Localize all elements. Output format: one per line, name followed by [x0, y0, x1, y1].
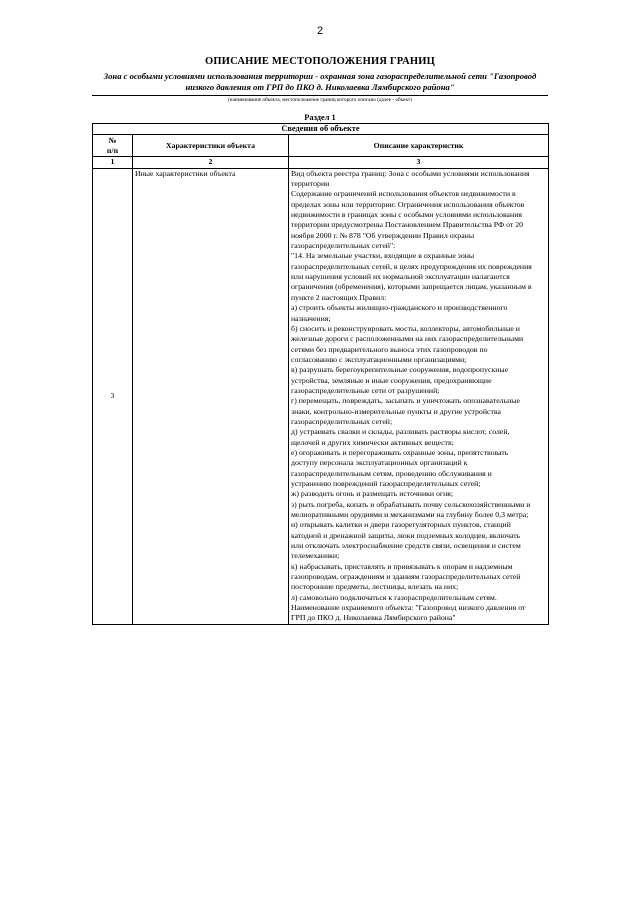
- description-line: недвижимости в границах зоны с особыми условиями использования: [291, 210, 522, 220]
- description-line: устройства, земляные и иные сооружения, предохраняющие: [291, 375, 492, 385]
- description-line: и) открывать калитки и двери газорегуляторных пунктов, станций: [291, 520, 511, 530]
- document-subtitle: [92, 71, 548, 93]
- description-line: знаки, контрольно-измерительные пункты и другие устройства: [291, 406, 501, 416]
- description-line: г) перемещать, повреждать, засыпать и уничтожать опознавательные: [291, 396, 520, 406]
- description-line: железные дороги с расположенными на них газораспределительными: [291, 334, 524, 344]
- description-line: устранению повреждений газораспределительных сетей;: [291, 479, 481, 488]
- description-line: газораспределительных сетей":: [291, 241, 396, 251]
- description-line: газораспределительных сетей;: [291, 416, 393, 426]
- description-line: з) рыть погреба, копать и обрабатывать почву сельскохозяйственными и: [291, 499, 531, 509]
- table-row: [93, 168, 549, 624]
- subtitle-line-1: Зона с особыми условиями использования территории - охранная зона газораспределительной сети "Газопровод: [103, 71, 537, 81]
- description-line: или отключать электроснабжение средств связи, освещения и систем: [291, 541, 521, 551]
- description-line: газораспределительных сетей, в целях предупреждения их повреждения: [291, 261, 532, 271]
- description-line: л) самовольно подключаться к газораспределительным сетям.: [291, 592, 497, 602]
- description-line: д) устраивать свалки и склады, разливать растворы кислот, солей,: [291, 427, 510, 437]
- description-line: а) строить объекты жилищно-гражданского и производственного: [291, 303, 508, 313]
- section-title: Раздел 1: [304, 113, 336, 122]
- subtitle-line-2: низкого давления от ГРП до ПКО д. Николаевка Лямбирского района": [185, 82, 455, 92]
- column-number-row: [93, 157, 549, 168]
- row-description: [289, 168, 549, 624]
- description-line: назначения;: [291, 313, 331, 323]
- header-number: [93, 135, 133, 157]
- row-number: 3: [93, 168, 133, 624]
- page-number: 2: [316, 25, 324, 37]
- description-line: мелиоративными орудиями и механизмами на глубину более 0,3 метра;: [291, 510, 529, 520]
- header-number-line-1: №: [108, 135, 117, 145]
- description-line: территории предусмотрены Постановлением Правительства РФ от 20: [291, 220, 524, 230]
- description-line: ограничения (обременения), которыми запрещается лицам, указанным в: [291, 282, 532, 292]
- description-line: газопроводам, ограждениям и зданиям газораспределительных сетей: [291, 572, 521, 582]
- description-line: катодной и дренажной защиты, люки подземных колодцев, включать: [291, 530, 521, 540]
- description-line: посторонние предметы, лестницы, влезать на них;: [291, 582, 459, 592]
- header-characteristics: Характеристики объекта: [133, 135, 289, 157]
- header-number-line-2: п/п: [106, 145, 119, 155]
- description-line: "14. На земельные участки, входящие в охранные зоны: [291, 251, 475, 261]
- row-characteristic: Иные характеристики объекта: [133, 168, 289, 624]
- description-line: телемеханики;: [291, 551, 340, 561]
- description-line: пределах зоны или территории: Ограничения использования объектов: [291, 199, 525, 209]
- column-number-2: 2: [133, 157, 289, 168]
- table-caption-row: [93, 124, 549, 135]
- description-line: в) разрушать берегоукрепительные сооружения, водопропускные: [291, 365, 509, 375]
- document-title: ОПИСАНИЕ МЕСТОПОЛОЖЕНИЯ ГРАНИЦ: [205, 56, 435, 67]
- description-line: газораспределительные сети от разрушений;: [291, 385, 440, 395]
- header-description: Описание характеристик: [289, 135, 549, 157]
- object-info-table: [92, 123, 549, 625]
- description-line: к) набрасывать, приставлять и привязывать к опорам и надземным: [291, 561, 513, 571]
- column-number-1: 1: [93, 157, 133, 168]
- description-line: щелочей и других химически активных веществ;: [291, 437, 454, 447]
- description-line: б) сносить и реконструировать мосты, коллекторы, автомобильные и: [291, 323, 520, 333]
- table-header-row: [93, 135, 549, 157]
- description-line: или нарушения условий их нормальной эксплуатации налагаются: [291, 272, 510, 282]
- description-line: е) огораживать и перегораживать охранные зоны, препятствовать: [291, 447, 509, 457]
- description-line: ж) разводить огонь и размещать источники огня;: [291, 489, 454, 499]
- description-line: ГРП до ПКО д. Николаевка Лямбирского района": [291, 613, 456, 623]
- description-line: Содержание ограничений использования объектов недвижимости в: [291, 189, 516, 199]
- description-line: Наименование охраняемого объекта: "Газопровод низкого давления от: [291, 603, 526, 613]
- subtitle-underline: [92, 95, 548, 96]
- description-line: Вид объекта реестра границ: Зона с особыми условиями использования: [291, 168, 530, 178]
- description-line: пункте 2 настоящих Правил:: [291, 292, 387, 302]
- subtitle-note: (наименование объекта, местоположение границ которого описано (далее - объект): [228, 97, 412, 103]
- description-line: сетями без предварительного выноса этих газопроводов по: [291, 344, 488, 354]
- description-line: согласованию с эксплуатационными организациями;: [291, 354, 467, 364]
- column-number-3: 3: [289, 157, 549, 168]
- table-caption: Сведения об объекте: [93, 124, 549, 135]
- description-line: ноября 2000 г. № 878 "Об утверждении Правил охраны: [291, 230, 475, 240]
- description-line: территории: [291, 179, 330, 189]
- description-line: доступу персонала эксплуатационных организаций к: [291, 458, 468, 468]
- description-line: газораспределительным сетям, проведению обслуживания и: [291, 468, 492, 478]
